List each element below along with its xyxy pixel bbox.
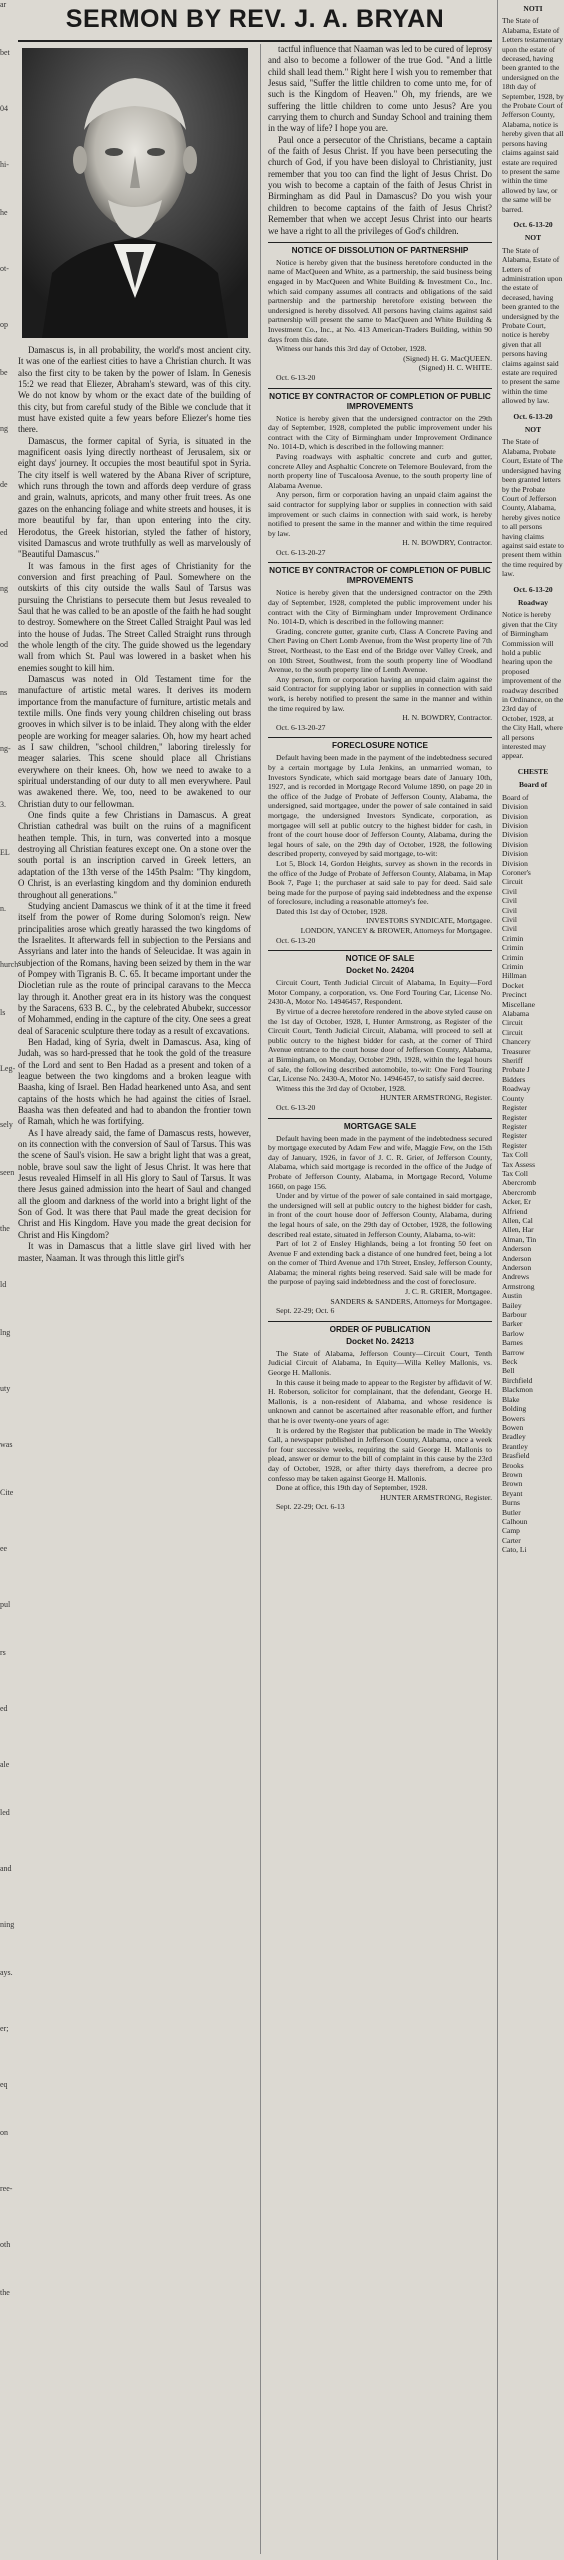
legal-notice <box>268 1321 492 1512</box>
legal-notice <box>268 242 492 383</box>
right-list-item: Blake <box>502 1394 520 1404</box>
right-list-item: Bidders <box>502 1074 526 1084</box>
legal-notice <box>268 388 492 558</box>
right-list-item: Tax Coll <box>502 1168 528 1178</box>
right-list-item: Bolding <box>502 1404 527 1414</box>
right-index-list <box>502 793 564 1555</box>
notice-paragraph: By virtue of a decree heretofore rendered in the above styled cause on the 1st day of October, 1928, I, Hunter Armstrong, as Register of the Circuit Court, Tenth Judicial Circuit, Alabama, will proceed to sell at public outcry to the highest bidder for cash, at the corner of Third Avenue entrance to the court house door of Jefferson County, Alabama, at Birmingham, on Monday, October 29th, 1928, within the legal hours of sale, the following described automobile, to-wit: One Ford Touring Car, License No. 2430-A, Motor No. 14946457, to satisfy said decree. <box>268 1007 492 1084</box>
right-list-item: Precinct <box>502 990 527 1000</box>
notice-heading: NOTICE OF SALE <box>345 954 415 964</box>
right-list-item: Barlow <box>502 1328 525 1338</box>
right-list-item: Alabama <box>502 1009 530 1019</box>
right-list-item: Register <box>502 1140 527 1150</box>
right-list-item: Abercromb <box>502 1187 537 1197</box>
right-notice-heading: CHESTE <box>517 766 549 776</box>
right-notice-text: The State of Alabama, Estate of Letters testamentary upon the estate of deceased, having been granted to the undersigned on the 18th day of September, 1928, by the Probate Court of Jefferson County, Alabama, notice is hereby given that all persons having claims against said estate are required to present the same within the time allowed by law, or the same will be barred. <box>502 16 564 214</box>
right-list-item: Allen, Cal <box>502 1215 533 1225</box>
edge-fragment: ld <box>0 1280 7 1289</box>
edge-fragment: ed <box>0 528 8 537</box>
right-list-item: Tax Assess <box>502 1159 536 1169</box>
right-notice-heading: Oct. 6-13-20 <box>513 584 553 594</box>
right-list-item: Hillman <box>502 971 527 981</box>
notice-docket: Docket No. 24204 <box>346 966 414 976</box>
right-list-item: Crimin <box>502 933 524 943</box>
notice-paragraph: Witness our hands this 3rd day of October, 1928. <box>276 344 427 354</box>
right-list-item: Birchfield <box>502 1375 533 1385</box>
edge-fragment: er; <box>0 2024 9 2033</box>
sermon-paragraph: As I have already said, the fame of Damascus rests, however, on its connection with the conversion of Saul of Tarsus. This was the scene of Saul's vision. He saw a bright light that was a great, noble, brave soul saw the light of Jesus Christ. It was here that Jesus revealed Himself in all His glory to Saul of Tarsus. It was there Jesus gained admission into the heart of Saul and changed all the gloom and darkness of the world into a bright light of the Son of God. It was there that Paul made the great decision for Christ and His Kingdom. Have you made the great decision for Christ and His Kingdom? <box>18 1127 251 1240</box>
right-list-item: Crimin <box>502 962 524 971</box>
edge-fragment: ed <box>0 1704 8 1713</box>
notice-paragraph: Witness this the 3rd day of October, 1928. <box>276 1083 406 1093</box>
sermon-paragraph: Studying ancient Damascus we think of it at the time it freed itself from the power of Rome during Solomon's reign. New principalities arose which greatly harassed the two kingdoms of the Israelites. It afterwards fell in subjection to the Persians and Assyrians and later into the hands of Seleucidae. It was again in subjection of the Romans, having been seized by them in the war of Pompey with Tigranis B. C. 65. It became important under the Diocletian rule as the route of principal caravans to the Mecca lay through it. Another great era in its history was the conquest by the Saracens, 633 B. C., by the celebrated Abubekr, successor of Mohammed, ending in the capture of the city. One sees a great deal of Saracenic sculpture there today as a result of excavations. <box>18 900 251 1036</box>
edge-fragment: n. <box>0 904 6 913</box>
notice-body <box>268 753 492 945</box>
notice-paragraph: Paving roadways with asphaltic concrete and curb and gutter, concrete Alley and Asphaltic Concrete on Telemore Boulevard, from the north property line of Tuscaloosa Avenue, to the south property line of Alabama Avenue. <box>268 451 492 490</box>
legal-notices <box>268 242 492 1512</box>
edge-fragment: ng <box>0 424 8 433</box>
right-list-item: Probate J <box>502 1065 530 1075</box>
right-list-item: Burns <box>502 1498 520 1508</box>
edge-fragment: op <box>0 320 8 329</box>
right-list-item: Crimin <box>502 952 524 962</box>
legal-notice <box>268 950 492 1112</box>
right-list-item: Carter <box>502 1535 521 1545</box>
notice-heading: MORTGAGE SALE <box>343 1121 417 1131</box>
right-list-item: Circuit <box>502 1027 523 1037</box>
edge-fragment: ee <box>0 1544 8 1553</box>
right-list-item: Anderson <box>502 1244 532 1254</box>
edge-fragment: ale <box>0 1760 10 1769</box>
right-list-item: Coroner's <box>502 867 531 877</box>
right-list-item: Docket <box>502 980 524 990</box>
notice-paragraph: Circuit Court, Tenth Judicial Circuit of Alabama, In Equity—Ford Motor Company, a corporation, vs. One Ford Touring Car, License No. 2430-A, Motor No. 14946457, Respondent. <box>268 978 492 1007</box>
sermon-paragraph: Damascus is, in all probability, the world's most ancient city. It was one of the earliest cities to have a Christian church. It was also the first city to be taken by the power of Islam. In Genesis 15:2 we read that Eliezer, Abraham's steward, was of this city. We do not know by whom or the exact date of the building of this city, but from careful study of the Bible we conclude that it must have existed quite a few years before Eliezer's home ties there. <box>18 345 251 435</box>
edge-fragment: be <box>0 368 8 377</box>
edge-fragment: ls <box>0 1008 6 1017</box>
right-list-item: Register <box>502 1112 527 1122</box>
right-list-item: Bell <box>502 1366 515 1376</box>
notice-paragraph: Notice is hereby given that the undersigned contractor on the 29th day of September, 1928, completed the public improvement under his contract with the City of Birmingham under Improvement Ordinance No. 1014-D, which is described in the following manner: <box>268 413 492 452</box>
right-list-item: Chancery <box>502 1037 531 1047</box>
right-notice-heading: NOT <box>524 425 542 435</box>
notice-heading: FORECLOSURE NOTICE <box>332 741 428 751</box>
right-list-item: Austin <box>502 1291 523 1301</box>
sermon-paragraph: Ben Hadad, king of Syria, dwelt in Damascus. Asa, king of Judah, was so hard-pressed that he took the gold of the treasure of the Lord and sent to Ben Hadad as a present and token of a league between the two kingdoms and a broken league with Baasha, king of Israel. Ben Hadad hearkened unto Asa, and sent captains of the hosts which he had against the cities of Israel. Baasha was then defeated and had to abandon the frontier town of Ramah, which he was fortifying. <box>18 1036 251 1127</box>
notice-paragraph: Notice is hereby given that the business heretofore conducted in the name of MacQueen and White, as a partnership, the said business being engaged in by MacQueen and White Building & Investment Co., Inc. which said company assumes all contracts and obligations of the said partnership and the partnership heretofore existing between the undersigned is hereby dissolved. All persons having claims against said partnership will present the same to MacQueen and White Building & Investment Co., Inc., at No. 413 American-Traders Building, within 90 days from this date. <box>268 257 492 344</box>
sermon-column-1 <box>18 345 251 2550</box>
right-list-item: Register <box>502 1103 527 1113</box>
edge-fragment: led <box>0 1808 10 1817</box>
right-list-item: Division <box>502 820 528 830</box>
notice-paragraph: Lot 5, Block 14, Gordon Heights, survey as shown in the records in the office of the Judge of Probate of Jefferson County, Alabama, in Map Book 7, Page 1; the purchaser at said sale to pay for deed. Said sale being made for the purpose of paying said indebtedness and the expense of foreclosure, including a reasonable attorney's fee. <box>268 858 492 907</box>
notice-date: Oct. 6-13-20 <box>276 935 316 945</box>
notice-signature: HUNTER ARMSTRONG, Register. <box>380 1492 492 1502</box>
notice-heading: NOTICE OF DISSOLUTION OF PARTNERSHIP <box>291 245 469 255</box>
notice-paragraph: Default having been made in the payment of the indebtedness secured by mortgage executed by Adam Few and wife, Maggie Few, on the 15th day of January, 1926, in favor of J. C. R. Grier, of Jefferson County, Alabama, which said mortgage is recorded in the office of the Judge of Probate of Jefferson County, Alabama, in Mortgage Record, Volume 1660, on page 156. <box>268 1133 492 1191</box>
sermon-paragraph: tactful influence that Naaman was led to be cured of leprosy and also to become a follower of the true God. "And a little child shall lead them." Right here I wish you to remember that Jesus said, "Suffer the little children to come unto me, for of such is the Kingdom of Heaven." Oh, my friends, are we suffering the little children to come unto Jesus? Are you carrying them to church and Sunday School and training them in the way of life? I hope you are. <box>268 44 492 134</box>
notice-paragraph: Part of lot 2 of Ensley Highlands, being a lot fronting 50 feet on Avenue F and extending back a distance of one hundred feet, being a lot on the corner of Third Avenue and 17th Street, Ensley, Jefferson County, Alabama; the mineral rights being reserved. Said sale will be made for the purpose of paying said indebtedness and the cost of foreclosure. <box>268 1239 492 1287</box>
right-list-item: Calhoun <box>502 1516 528 1526</box>
right-list-item: Brown <box>502 1479 523 1489</box>
edge-fragment: 04 <box>0 104 8 113</box>
right-list-item: Barrow <box>502 1347 525 1357</box>
notice-signature: (Signed) H. G. MacQUEEN. <box>403 353 492 363</box>
notice-heading: NOTICE BY CONTRACTOR OF COMPLETION OF PUBLIC IMPROVEMENTS <box>269 566 491 586</box>
edge-fragment: ng- <box>0 744 11 753</box>
notice-date: Oct. 6-13-20 <box>276 372 316 382</box>
notice-signature: LONDON, YANCEY & BROWER, Attorneys for Mortgagee. <box>300 926 492 936</box>
legal-notice <box>268 1118 492 1316</box>
right-list-item: Circuit <box>502 1018 523 1028</box>
sermon-paragraph: Damascus, the former capital of Syria, is situated in the magnificent oasis lying directly northeast of Jerusalem, six or eight days' journey. It occupies the most beautiful spot in Syria. The city itself is well watered by the Abana River of scripture, which runs through the town and affords deep verdure of grass and grain, walnuts, apricots, and many other fruit trees. As one gazes on the enhancing foliage and white streets and houses, it is more beautiful by far, than upon entering into the city. Herodotus, the Greek historian, styled the father of history, visited Damascus and wrote truthfully as well as marvelously of "Beautiful Damascus." <box>18 435 251 560</box>
right-list-item: Bowers <box>502 1413 525 1423</box>
right-list-item: Sheriff <box>502 1056 523 1066</box>
notice-paragraph: Default having been made in the payment of the indebtedness secured by a certain mortgage by Lula Jenkins, an unmarried woman, to Investors Syndicate, which said mortgage bears date of January 10th, 1927, and is recorded in Mortgage Record Volume 1890, on page 20 in the office of the Judge of Probate of Jefferson County, Alabama, the undersigned, said mortgagee, under the power of sale contained in said mortgage, the undersigned Investors Syndicate, corporation, as mortgagee will sell at public outcry to the highest bidder for cash, in front of the court house door of Jefferson County, Alabama, during the legal hours of sale, on the 29th day of October, 1928, the following described property, conveyed by said mortgage, to-wit: <box>268 753 492 859</box>
notice-signature: H. N. BOWDRY, Contractor. <box>402 713 492 723</box>
notice-paragraph: Under and by virtue of the power of sale contained in said mortgage, the undersigned will sell at public outcry to the highest bidder for cash, in front of the court house door of Jefferson County, Alabama, during the legal hours of sale, on the 29th day of October, 1928, the following described real estate, situated in Jefferson County, Alabama, to-wit: <box>268 1191 492 1239</box>
sermon-and-notices-column <box>260 44 492 2554</box>
right-list-item: Register <box>502 1131 527 1141</box>
edge-fragment: lng <box>0 1328 11 1337</box>
notice-paragraph: Grading, concrete gutter, granite curb, Class A Concrete Paving and Chert Paving on Chert Lomb Avenue, from the West property line of 7th Street, Northeast, to the East end of the Bridge over Valley Creek, and on 10th Street, Southwest, from the south property line of Woodland Avenue, to the south property line of Lenth Avenue. <box>268 626 492 675</box>
edge-fragment: pul <box>0 1600 11 1609</box>
edge-fragment: sely <box>0 1120 13 1129</box>
edge-fragment: od <box>0 640 8 649</box>
right-list-item: Division <box>502 830 528 840</box>
right-list-heading: Board of <box>518 780 548 790</box>
sermon-paragraph: Paul once a persecutor of the Christians, became a captain of the faith of Jesus Christ. If you have been persecuting the church of God, if you have been disloyal to Christianity, just remember that you too can find the light of Jesus Christ. Do you wish to become a captain of the faith of Jesus Christ in Birmingham as did Paul in Damascus? Do you wish your children to become captains of the faith of Jesus Christ? Remember that when we accept Jesus Christ into our hearts we have a right to all the privileges of God's children. <box>268 134 492 236</box>
right-list-item: Brooks <box>502 1460 524 1470</box>
notice-date: Oct. 6-13-20 <box>276 1102 316 1112</box>
right-list-item: Bailey <box>502 1300 522 1310</box>
right-list-item: Acker, Er <box>502 1197 531 1207</box>
right-list-item: Brantley <box>502 1441 528 1451</box>
notice-docket: Docket No. 24213 <box>346 1336 414 1346</box>
right-list-item: Treasurer <box>502 1046 531 1056</box>
notice-signature: (Signed) H. C. WHITE. <box>418 363 492 373</box>
right-list-item: Tax Coll <box>502 1150 528 1160</box>
edge-fragment: ns <box>0 688 8 697</box>
right-list-item: Roadway <box>502 1084 531 1094</box>
edge-fragment: de <box>0 480 8 489</box>
right-notice-text: Notice is hereby given that the City of Birmingham Commission will hold a public hearing upon the proposed improvement of the roadway described in Ordinance, on the 23rd day of October, 1928, at the City Hall, where all persons interested may appear. <box>502 610 564 761</box>
right-list-item: Division <box>502 839 528 849</box>
notice-paragraph: The State of Alabama, Jefferson County—Circuit Court, Tenth Judicial Circuit of Alabama, In Equity—Willa Kelley Mallonis, vs. George H. Mallonis. <box>268 1348 492 1378</box>
right-list-item: Board of <box>502 792 529 802</box>
edge-fragment: hurch <box>0 960 19 969</box>
edge-fragment: he <box>0 208 8 217</box>
notice-paragraph: Notice is hereby given that the undersigned contractor on the 29th day of September, 1928, completed the public improvement under his contract with the City of Birmingham under Improvement Ordinance No. 1014-D, which is described in the following manner: <box>268 588 492 627</box>
edge-fragment: oth <box>0 2240 11 2249</box>
right-list-item: Anderson <box>502 1253 532 1263</box>
edge-fragment: EL <box>0 848 10 857</box>
right-list-item: Barnes <box>502 1338 523 1348</box>
edge-fragment: ng <box>0 584 8 593</box>
right-list-item: Crimin <box>502 943 524 953</box>
right-list-item: Brown <box>502 1469 523 1479</box>
notice-paragraph: Any person, firm or corporation having an unpaid claim against the said Contractor for supplying labor or supplies in connection with said work, is hereby notified to present the same in the manner and within the time required by law. <box>268 674 492 713</box>
right-notices <box>502 4 564 776</box>
edge-fragment: was <box>0 1440 13 1449</box>
notice-signature: INVESTORS SYNDICATE, Mortgagee. <box>366 916 492 926</box>
sermon-continuation <box>268 44 492 237</box>
edge-fragment: eq <box>0 2080 8 2089</box>
right-list-item: Andrews <box>502 1272 530 1282</box>
sermon-paragraph: Damascus was noted in Old Testament time for the manufacture of artistic metal wares. It derives its modern importance from the manufacture of furniture, artistic metals and textile mills. One finds very young children chiseling out brass grooves in which silver is to be inlaid. They along with the elder people are working for meager salaries. Oh, how my heart ached as I saw children, "school children," laboring tirelessly for meager salaries. This scene should place all Christians everywhere on their knees. Oh, how we need to awake to a spiritual understanding of our duty to all men everywhere. Paul was awakened there. We, too, need to be awakened to our Christian duty to our fellowman. <box>18 673 251 809</box>
right-list-item: Civil <box>502 896 518 906</box>
notice-date: Oct. 6-13-20-27 <box>276 722 326 732</box>
notice-heading: ORDER OF PUBLICATION <box>329 1324 431 1334</box>
right-list-item: Barbour <box>502 1310 527 1320</box>
right-list-item: Camp <box>502 1526 520 1536</box>
right-list-item: Brasfield <box>502 1451 530 1461</box>
right-list-item: Alfriend <box>502 1206 528 1216</box>
edge-fragment: on <box>0 2128 8 2137</box>
edge-fragment: the <box>0 1224 10 1233</box>
notice-date: Sept. 22-29; Oct. 6 <box>276 1306 335 1316</box>
edge-fragment: the <box>0 2288 10 2297</box>
edge-fragment: uty <box>0 1384 11 1393</box>
right-notice-text: The State of Alabama, Probate Court, Estate of The undersigned having been granted letters by the Probate Court of Jefferson County, Alabama, hereby gives notice to all persons having claims against said estate to present them within the time required by law. <box>502 437 564 579</box>
notice-date: Sept. 22-29; Oct. 6-13 <box>276 1502 345 1512</box>
left-edge-column <box>0 0 19 2560</box>
sermon-paragraph: One finds quite a few Christians in Damascus. A great Christian cathedral was built on the ruins of a magnificent heathen temple. This, in turn, was converted into a mosque destroying all Christian features except one. On a stone over the south portal is an inscription carved in Greek letters, an adaptation of the 13th verse of the 145th Psalm: "Thy kingdom, O Christ, is an everlasting kingdom and thy dominion endureth throughout all generations." <box>18 810 251 900</box>
right-list-item: Anderson <box>502 1263 532 1272</box>
notice-body <box>268 1349 492 1512</box>
edge-fragment: seen <box>0 1168 15 1177</box>
notice-paragraph: It is ordered by the Register that publication be made in The Weekly Call, a newspaper published in Jefferson County, Alabama, once a week for four successive weeks, requiring the said George H. Mallonis to plead, answer or demur to the bill of complaint in this cause by the 23rd day of October, 1928, or after thirty days therefrom, a decree pro confesso may be taken against George H. Mallonis. <box>268 1425 492 1483</box>
edge-fragment: Cite <box>0 1488 14 1497</box>
portrait-illustration <box>22 48 248 338</box>
right-list-item: Blackmon <box>502 1385 533 1395</box>
edge-fragment: 3. <box>0 800 6 809</box>
right-notice-heading: NOT <box>524 233 542 243</box>
notice-signature: SANDERS & SANDERS, Attorneys for Mortgagee. <box>330 1296 492 1306</box>
edge-fragment: ree- <box>0 2184 13 2193</box>
right-list-item: Division <box>502 858 528 868</box>
right-list-item: Beck <box>502 1357 518 1367</box>
notice-paragraph: In this cause it being made to appear to the Register by affidavit of W. H. Roberson, solicitor for complainant, that the defendant, George H. Mallonis, is a non-resident of Alabama, and whose residence is unknown and cannot be ascertained after reasonable effort, and further that he is over twenty-one years of age: <box>268 1377 492 1425</box>
right-list-item: Abercromb <box>502 1178 537 1188</box>
right-list-item: Division <box>502 811 528 821</box>
headline: SERMON BY REV. J. A. BRYAN <box>18 0 492 42</box>
edge-fragment: and <box>0 1864 12 1873</box>
right-list-item: Division <box>502 849 528 859</box>
right-list-item: Civil <box>502 924 518 934</box>
right-list-item: Armstrong <box>502 1281 535 1291</box>
edge-fragment: ot- <box>0 264 9 273</box>
portrait-photo <box>22 48 248 338</box>
notice-body <box>268 588 492 732</box>
notice-body <box>268 414 492 558</box>
right-list-item: Bowen <box>502 1422 524 1432</box>
edge-fragment: bet <box>0 48 10 57</box>
edge-fragment: Leg- <box>0 1064 16 1073</box>
notice-heading: NOTICE BY CONTRACTOR OF COMPLETION OF PUBLIC IMPROVEMENTS <box>269 391 491 411</box>
right-notice-heading: NOTI <box>523 4 543 13</box>
edge-fragment: ar <box>0 0 7 9</box>
right-list-item: Civil <box>502 905 518 915</box>
right-list-item: Register <box>502 1121 527 1131</box>
right-notice-heading: Oct. 6-13-20 <box>513 219 553 229</box>
right-list-item: Civil <box>502 886 518 896</box>
right-list-item: Circuit <box>502 877 523 887</box>
edge-fragment: ning <box>0 1920 15 1929</box>
right-notice-heading: Roadway <box>517 597 548 607</box>
notice-body <box>268 258 492 383</box>
notice-signature: HUNTER ARMSTRONG, Register. <box>380 1093 492 1103</box>
notice-paragraph: Done at office, this 19th day of September, 1928. <box>276 1483 428 1493</box>
right-list-item: County <box>502 1093 525 1103</box>
right-list-item: Barker <box>502 1319 523 1329</box>
notice-body <box>268 1134 492 1316</box>
right-list-item: Butler <box>502 1507 521 1517</box>
right-list-item: Cato, Li <box>502 1545 527 1555</box>
sermon-paragraph: It was famous in the first ages of Christianity for the conversion and first preaching of Paul. Somewhere on the outskirts of this city outside the walls Saul of Tarsus was pursuing the Christians to persecute them but Jesus revealed to Saul that he was called to be an apostle of the faith he had sought to destroy. Somewhere on the Street Called Straight Paul was led into the house of Judas. The Street Called Straight runs through the whole length of the city. The guide showed us the legendary wall from which St. Paul was lowered in a basket when his enemies sought to kill him. <box>18 560 251 673</box>
notice-signature: J. C. R. GRIER, Mortgagee. <box>405 1287 492 1297</box>
right-list-item: Bryant <box>502 1488 523 1498</box>
notice-paragraph: Dated this 1st day of October, 1928. <box>276 906 388 916</box>
right-list-item: Civil <box>502 914 518 924</box>
right-list-item: Alman, Tin <box>502 1234 537 1244</box>
edge-fragment: rs <box>0 1648 6 1657</box>
right-list-item: Miscellane <box>502 999 535 1009</box>
edge-fragment: ays. <box>0 1968 13 1977</box>
notice-paragraph: Any person, firm or corporation having an unpaid claim against the said contractor for supplying labor or supplies in connection with said improvement or such claims in connection with said work, is hereby notified to present the same in the manner and within the time required by law. <box>268 490 492 538</box>
right-list-item: Allen, Har <box>502 1225 534 1235</box>
notice-signature: H. N. BOWDRY, Contractor. <box>402 538 492 548</box>
right-list-item: Division <box>502 802 528 812</box>
right-notice-text: The State of Alabama, Estate of Letters of administration upon the estate of deceased, having been granted to the undersigned by the Probate Court, notice is hereby given that all persons having claims against said estate are required to present the same within the time allowed by law. <box>502 245 563 406</box>
right-notice-heading: Oct. 6-13-20 <box>513 411 553 421</box>
legal-notice <box>268 562 492 732</box>
edge-fragment: hi- <box>0 160 9 169</box>
right-edge-column <box>497 0 564 2560</box>
sermon-paragraph: It was in Damascus that a little slave girl lived with her master, Naaman. It was through this little girl's <box>18 1241 251 1263</box>
notice-body <box>268 978 492 1112</box>
legal-notice <box>268 737 492 945</box>
right-list-item: Bradley <box>502 1432 526 1442</box>
notice-date: Oct. 6-13-20-27 <box>276 547 326 557</box>
